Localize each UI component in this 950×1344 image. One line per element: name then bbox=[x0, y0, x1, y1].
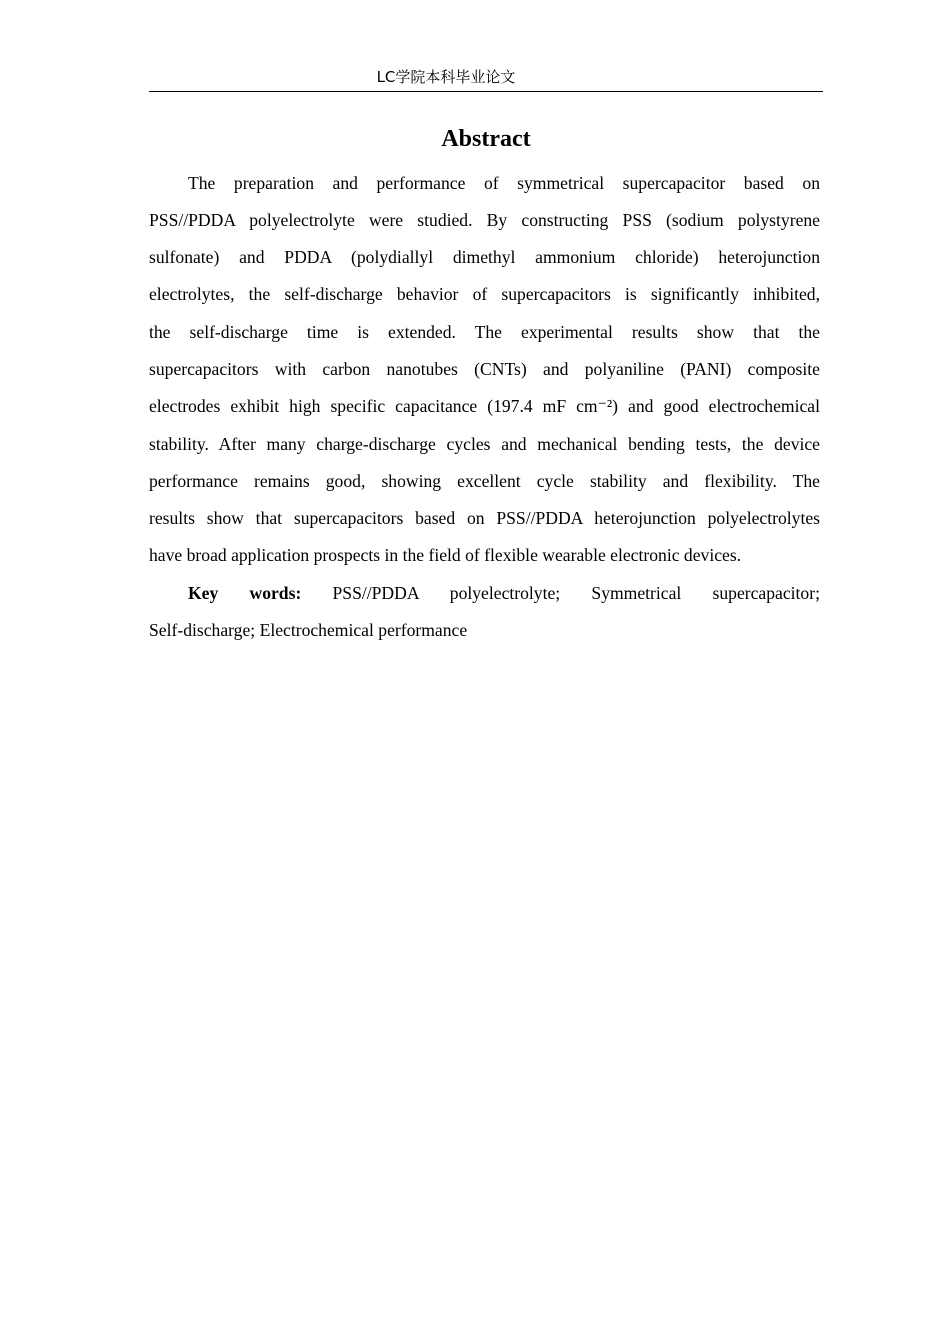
keywords-line-2: Self-discharge; Electrochemical performance bbox=[149, 620, 468, 641]
abstract-line: performance remains good, showing excellent cycle stability and flexibility. The bbox=[149, 470, 820, 491]
abstract-title: Abstract bbox=[441, 126, 531, 152]
keywords-line bbox=[149, 575, 820, 612]
abstract-line: PSS//PDDA polyelectrolyte were studied. By constructing PSS (sodium polystyrene bbox=[149, 209, 820, 230]
running-title: LC学院本科毕业论文 bbox=[376, 68, 516, 86]
header-rule bbox=[149, 91, 823, 92]
keyword-term: PSS//PDDA bbox=[332, 582, 419, 603]
abstract-body bbox=[149, 165, 820, 650]
keywords-label-key: Key bbox=[188, 582, 219, 603]
running-header bbox=[149, 66, 823, 88]
abstract-line: The preparation and performance of symmetrical supercapacitor based on bbox=[188, 172, 820, 193]
abstract-line: supercapacitors with carbon nanotubes (CNTs) and polyaniline (PANI) composite bbox=[149, 358, 820, 379]
keyword-term: supercapacitor; bbox=[712, 582, 820, 603]
abstract-line: have broad application prospects in the field of flexible wearable electronic devices. bbox=[149, 545, 742, 566]
abstract-line: electrodes exhibit high specific capacitance (197.4 mF cm⁻²) and good electrochemical bbox=[149, 396, 820, 417]
keyword-term: Symmetrical bbox=[591, 582, 682, 603]
keyword-term: polyelectrolyte; bbox=[449, 582, 561, 603]
abstract-line: electrolytes, the self-discharge behavior of supercapacitors is significantly inhibited, bbox=[149, 284, 820, 305]
keywords-label-words: words: bbox=[249, 582, 302, 603]
abstract-line: results show that supercapacitors based on PSS//PDDA heterojunction polyelectrolytes bbox=[149, 508, 820, 529]
abstract-line: sulfonate) and PDDA (polydiallyl dimethyl ammonium chloride) heterojunction bbox=[149, 247, 820, 268]
abstract-line: stability. After many charge-discharge cycles and mechanical bending tests, the device bbox=[149, 433, 820, 454]
abstract-line: the self-discharge time is extended. The experimental results show that the bbox=[149, 321, 820, 342]
